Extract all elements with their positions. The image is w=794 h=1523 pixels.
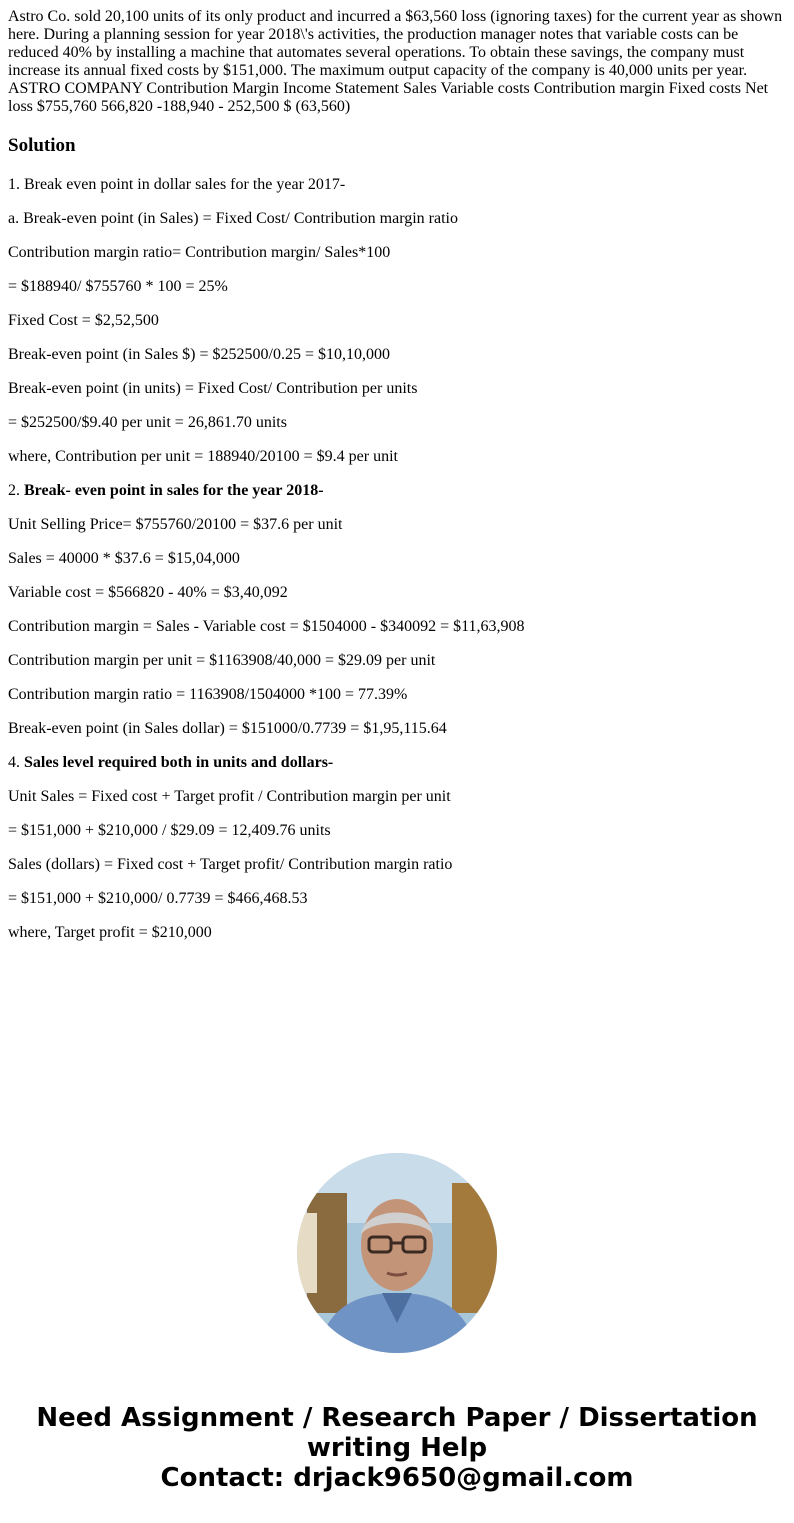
solution-line-text: Variable cost = $566820 - 40% = $3,40,092 [8, 584, 288, 601]
solution-line [8, 686, 786, 704]
solution-line [8, 312, 786, 330]
solution-line-text: Unit Sales = Fixed cost + Target profit / Contribution margin per unit [8, 788, 451, 805]
solution-line [8, 448, 786, 466]
solution-line [8, 414, 786, 432]
footer-contact: Contact: drjack9650@gmail.com [160, 1463, 634, 1493]
solution-line-bold-text: Sales level required both in units and dollars- [24, 754, 334, 771]
problem-statement: Astro Co. sold 20,100 units of its only product and incurred a $63,560 loss (ignoring taxes) for the current year as shown here. During a planning session for year 2018\'s activities, the production manager notes that variable costs can be reduced 40% by installing a machine that automates several operations. To obtain these savings, the company must increase its annual fixed costs by $151,000. The maximum output capacity of the company is 40,000 units per year. ASTRO COMPANY Contribution Margin Income Statement Sales Variable costs Contribution margin Fixed costs Net loss $755,760 566,820 -188,940 - 252,500 $ (63,560) [8, 8, 783, 115]
footer-line-1: Need Assignment / Research Paper / Dissertation [36, 1403, 758, 1433]
footer-banner [0, 1403, 794, 1493]
solution-lines [8, 176, 786, 942]
solution-line [8, 244, 786, 262]
solution-line-text: Break-even point (in units) = Fixed Cost/ Contribution per units [8, 380, 418, 397]
solution-line [8, 278, 786, 296]
solution-heading: Solution [8, 135, 76, 156]
solution-line-text: Break-even point (in Sales $) = $252500/0.25 = $10,10,000 [8, 346, 390, 363]
solution-line [8, 482, 786, 500]
solution-line [8, 720, 786, 738]
solution-line [8, 822, 786, 840]
footer-line-2: writing Help [306, 1433, 488, 1463]
solution-line-text: = $151,000 + $210,000/ 0.7739 = $466,468.53 [8, 890, 308, 907]
solution-line [8, 856, 786, 874]
solution-line [8, 380, 786, 398]
solution-line-text: Contribution margin ratio= Contribution margin/ Sales*100 [8, 244, 391, 261]
solution-line-text: = $252500/$9.40 per unit = 26,861.70 units [8, 414, 287, 431]
solution-line-text: where, Target profit = $210,000 [8, 924, 212, 941]
solution-line [8, 210, 786, 228]
solution-line [8, 176, 786, 194]
document-body [8, 8, 786, 958]
solution-line-text: = $188940/ $755760 * 100 = 25% [8, 278, 228, 295]
solution-line-text: Contribution margin ratio = 1163908/1504000 *100 = 77.39% [8, 686, 408, 703]
solution-line [8, 754, 786, 772]
solution-line [8, 890, 786, 908]
solution-line-text: 1. Break even point in dollar sales for the year 2017- [8, 176, 346, 193]
solution-line-text: Break-even point (in Sales dollar) = $151000/0.7739 = $1,95,115.64 [8, 720, 447, 737]
solution-line [8, 618, 786, 636]
solution-line [8, 924, 786, 942]
solution-line [8, 516, 786, 534]
solution-line-text: Unit Selling Price= $755760/20100 = $37.6 per unit [8, 516, 343, 533]
author-photo-illustration [297, 1153, 497, 1353]
solution-line-text: a. Break-even point (in Sales) = Fixed Cost/ Contribution margin ratio [8, 210, 458, 227]
solution-line-text: = $151,000 + $210,000 / $29.09 = 12,409.76 units [8, 822, 331, 839]
solution-line [8, 550, 786, 568]
solution-line-text: 4. [8, 754, 24, 771]
solution-line-text: Sales (dollars) = Fixed cost + Target profit/ Contribution margin ratio [8, 856, 453, 873]
solution-line-text: Contribution margin = Sales - Variable cost = $1504000 - $340092 = $11,63,908 [8, 618, 525, 635]
solution-line-text: where, Contribution per unit = 188940/20100 = $9.4 per unit [8, 448, 398, 465]
solution-line [8, 652, 786, 670]
solution-line-text: Fixed Cost = $2,52,500 [8, 312, 159, 329]
solution-line [8, 788, 786, 806]
solution-line [8, 584, 786, 602]
solution-line [8, 346, 786, 364]
solution-line-bold-text: Break- even point in sales for the year 2018- [24, 482, 324, 499]
solution-line-text: Contribution margin per unit = $1163908/40,000 = $29.09 per unit [8, 652, 436, 669]
solution-line-text: Sales = 40000 * $37.6 = $15,04,000 [8, 550, 240, 567]
solution-line-text: 2. [8, 482, 24, 499]
author-avatar [297, 1153, 497, 1353]
